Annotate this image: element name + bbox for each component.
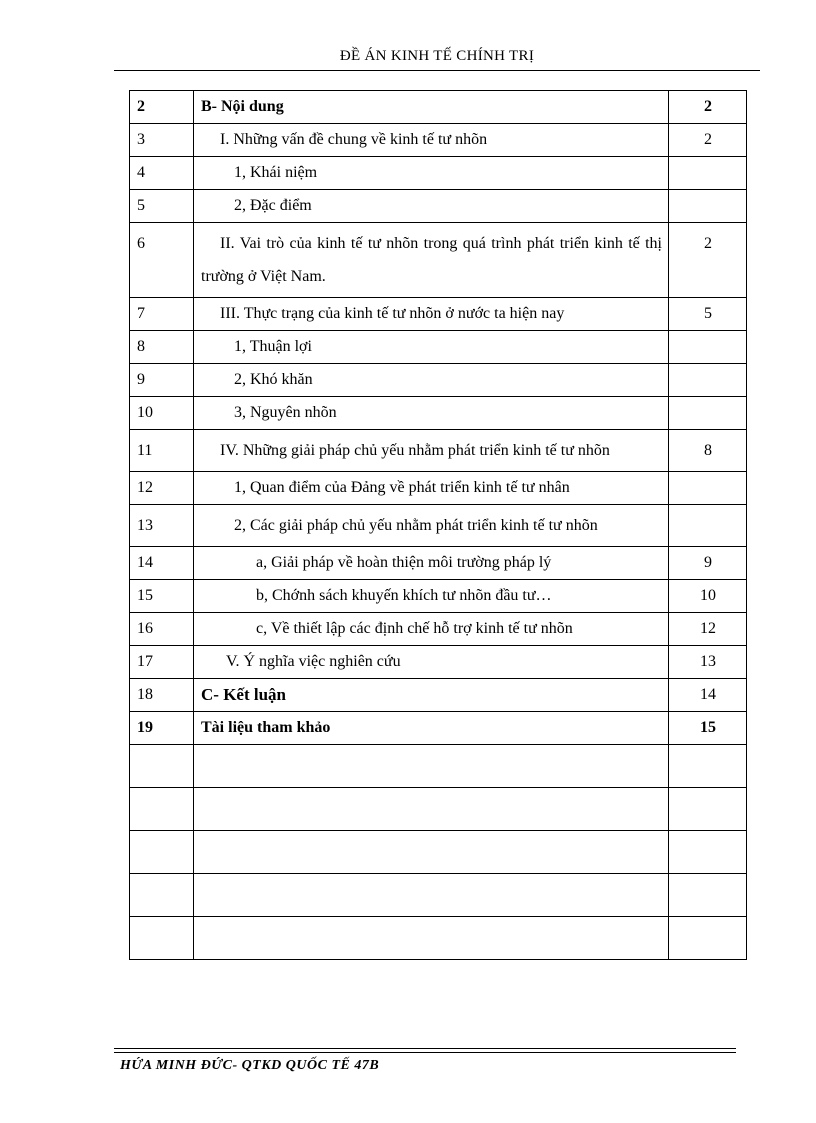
row-title: 1, Thuận lợi [194, 331, 669, 364]
row-number: 16 [130, 613, 194, 646]
table-row [130, 679, 747, 712]
row-title: C- Kết luận [194, 679, 669, 712]
row-page [669, 505, 747, 547]
blank-row [130, 874, 747, 917]
row-page [669, 331, 747, 364]
row-title: III. Thực trạng của kinh tế tư nhõn ở nước ta hiện nay [194, 298, 669, 331]
row-page: 2 [669, 223, 747, 298]
row-page: 14 [669, 679, 747, 712]
row-page [669, 190, 747, 223]
row-number: 15 [130, 580, 194, 613]
row-page: 5 [669, 298, 747, 331]
row-title: 3, Nguyên nhõn [194, 397, 669, 430]
table-row [130, 190, 747, 223]
row-number: 8 [130, 331, 194, 364]
table-row [130, 646, 747, 679]
row-title: IV. Những giải pháp chủ yếu nhằm phát triển kinh tế tư nhõn [194, 430, 669, 472]
table-row [130, 124, 747, 157]
row-number: 19 [130, 712, 194, 745]
table-row [130, 91, 747, 124]
table-row [130, 547, 747, 580]
blank-row [130, 788, 747, 831]
row-title: a, Giải pháp về hoàn thiện môi trường pháp lý [194, 547, 669, 580]
row-title: 2, Đặc điểm [194, 190, 669, 223]
footer-rule [114, 1052, 736, 1053]
row-title: 2, Các giải pháp chủ yếu nhằm phát triển kinh tế tư nhõn [194, 505, 669, 547]
row-page [669, 397, 747, 430]
row-title: II. Vai trò của kinh tế tư nhõn trong quá trình phát triển kinh tế thị trường ở Việt Nam. [194, 223, 669, 298]
row-number: 18 [130, 679, 194, 712]
footer-author: HỨA MINH ĐỨC- QTKD QUỐC TẾ 47B [120, 1058, 380, 1073]
row-title: Tài liệu tham khảo [194, 712, 669, 745]
row-number: 14 [130, 547, 194, 580]
row-title: c, Về thiết lập các định chế hỗ trợ kinh tế tư nhõn [194, 613, 669, 646]
row-page: 2 [669, 91, 747, 124]
row-page [669, 472, 747, 505]
row-page: 8 [669, 430, 747, 472]
table-row [130, 397, 747, 430]
row-number: 4 [130, 157, 194, 190]
table-row [130, 157, 747, 190]
table-row [130, 505, 747, 547]
table-row [130, 430, 747, 472]
row-number: 9 [130, 364, 194, 397]
row-page: 15 [669, 712, 747, 745]
row-number: 12 [130, 472, 194, 505]
row-number: 10 [130, 397, 194, 430]
row-title: 1, Quan điểm của Đảng về phát triển kinh tế tư nhân [194, 472, 669, 505]
row-page: 9 [669, 547, 747, 580]
footer-rule [114, 1048, 736, 1049]
row-title: I. Những vấn đề chung về kinh tế tư nhõn [194, 124, 669, 157]
blank-row [130, 745, 747, 788]
header-rule [114, 70, 760, 71]
table-row [130, 364, 747, 397]
table-row [130, 712, 747, 745]
table-row [130, 613, 747, 646]
blank-row [130, 831, 747, 874]
row-title: V. Ý nghĩa việc nghiên cứu [194, 646, 669, 679]
row-number: 17 [130, 646, 194, 679]
row-page: 2 [669, 124, 747, 157]
row-number: 2 [130, 91, 194, 124]
row-number: 3 [130, 124, 194, 157]
table-of-contents [129, 90, 747, 960]
row-number: 13 [130, 505, 194, 547]
table-row [130, 223, 747, 298]
row-page: 10 [669, 580, 747, 613]
row-number: 5 [130, 190, 194, 223]
row-title: B- Nội dung [194, 91, 669, 124]
row-page: 13 [669, 646, 747, 679]
row-number: 6 [130, 223, 194, 298]
table-row [130, 472, 747, 505]
row-title: b, Chớnh sách khuyến khích tư nhõn đầu tư… [194, 580, 669, 613]
page-header-title: ĐỀ ÁN KINH TẾ CHÍNH TRỊ [339, 48, 535, 64]
table-row [130, 331, 747, 364]
row-number: 7 [130, 298, 194, 331]
row-page: 12 [669, 613, 747, 646]
row-title: 1, Khái niệm [194, 157, 669, 190]
table-row [130, 298, 747, 331]
row-number: 11 [130, 430, 194, 472]
row-title: 2, Khó khăn [194, 364, 669, 397]
blank-row [130, 917, 747, 960]
row-page [669, 364, 747, 397]
row-page [669, 157, 747, 190]
table-row [130, 580, 747, 613]
